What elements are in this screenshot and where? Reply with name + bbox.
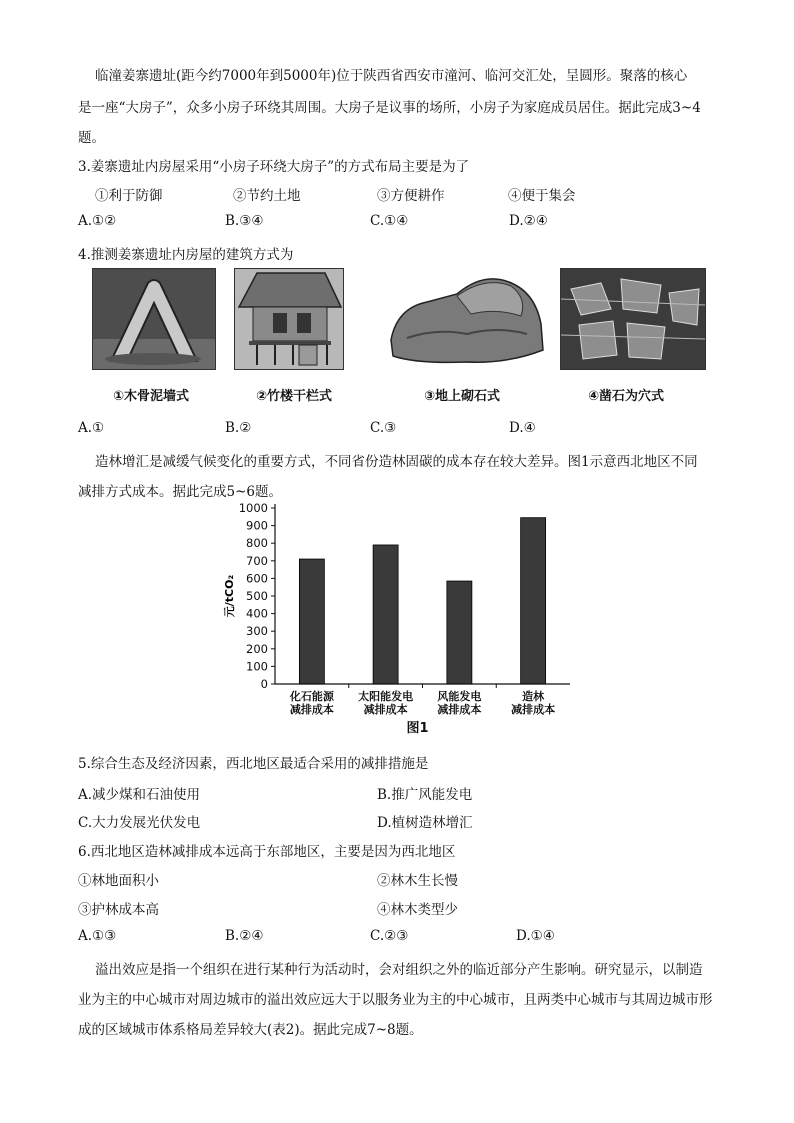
y-tick-label: 200 [246, 641, 268, 656]
y-tick-label: 800 [246, 536, 268, 551]
q5-option-b: B.推广风能发电 [377, 787, 473, 803]
x-tick-label: 太阳能发电 [358, 690, 414, 703]
q3-stem: 3.姜寨遗址内房屋采用“小房子环绕大房子”的方式布局主要是为了 [78, 159, 470, 175]
x-tick-label: 减排成本 [289, 703, 334, 716]
passage-1-line-3: 题。 [78, 130, 105, 146]
caption-3: ③地上砌石式 [424, 389, 501, 404]
photo-stone-house [387, 268, 547, 368]
y-tick-label: 600 [246, 571, 268, 586]
q6-option-c: C.②③ [370, 928, 409, 944]
photo-wood-mud-wall-house [92, 268, 216, 370]
q6-option-d: D.①④ [516, 928, 555, 944]
q6-option-b: B.②④ [225, 928, 264, 944]
q6-item-1: ①林地面积小 [78, 873, 159, 889]
q3-item-2: ②节约土地 [233, 188, 301, 204]
q5-option-d: D.植树造林增汇 [377, 815, 473, 831]
q4-option-b: B.② [225, 420, 252, 436]
q5-stem: 5.综合生态及经济因素，西北地区最适合采用的减排措施是 [78, 756, 429, 772]
q5-option-a: A.减少煤和石油使用 [78, 787, 201, 803]
q4-option-c: C.③ [370, 420, 397, 436]
x-tick-label: 造林 [522, 690, 545, 703]
passage-1-line-2: 是一座“大房子”，众多小房子环绕其周围。大房子是议事的场所，小房子为家庭成员居住。据此完成3~4 [78, 100, 701, 116]
caption-1: ①木骨泥墙式 [113, 389, 190, 404]
y-tick-label: 1000 [238, 501, 268, 515]
q3-item-4: ④便于集会 [508, 188, 576, 204]
x-tick-label: 化石能源 [289, 690, 334, 703]
q3-option-c: C.①④ [370, 213, 409, 229]
passage-1-line-1: 临潼姜寨遗址(距今约7000年到5000年)位于陕西省西安市潼河、临河交汇处，呈圆形。聚落的核心 [95, 68, 688, 84]
q5-option-c: C.大力发展光伏发电 [78, 815, 201, 831]
passage-2-line-1: 造林增汇是减缓气候变化的重要方式，不同省份造林固碳的成本存在较大差异。图1示意西北地区不同 [95, 454, 698, 470]
q3-option-d: D.②④ [509, 213, 548, 229]
q6-item-2: ②林木生长慢 [377, 873, 458, 889]
y-tick-label: 100 [246, 659, 268, 674]
y-tick-label: 500 [246, 589, 268, 603]
bar-3 [447, 581, 472, 684]
caption-4: ④凿石为穴式 [588, 389, 665, 404]
q4-option-d: D.④ [509, 420, 536, 436]
q4-stem: 4.推测姜寨遗址内房屋的建筑方式为 [78, 247, 294, 263]
x-tick-label: 减排成本 [511, 703, 556, 716]
q3-item-3: ③方便耕作 [377, 188, 445, 204]
figure-caption: 图1 [406, 721, 429, 736]
bar-1 [299, 559, 324, 684]
y-axis-label: 元/tCO₂ [223, 574, 236, 618]
q3-item-1: ①利于防御 [95, 188, 163, 204]
photo-bamboo-stilt-house [234, 268, 344, 370]
q6-item-3: ③护林成本高 [78, 902, 159, 918]
passage-2-line-2: 减排方式成本。据此完成5~6题。 [78, 484, 282, 500]
y-tick-label: 700 [246, 553, 268, 568]
figure-1-bar-chart [215, 498, 585, 738]
passage-3-line-1: 溢出效应是指一个组织在进行某种行为活动时，会对组织之外的临近部分产生影响。研究显示，以制造 [95, 962, 703, 978]
passage-3-line-2: 业为主的中心城市对周边城市的溢出效应远大于以服务业为主的中心城市，且两类中心城市与其周边城市形 [78, 992, 713, 1008]
caption-2: ②竹楼干栏式 [256, 389, 333, 404]
photo-cave-dwelling [560, 268, 706, 370]
bar-4 [521, 518, 546, 684]
x-tick-label: 减排成本 [363, 703, 408, 716]
y-tick-label: 0 [260, 677, 268, 691]
y-tick-label: 300 [246, 624, 268, 639]
passage-3-line-3: 成的区域城市体系格局差异较大(表2)。据此完成7~8题。 [78, 1022, 423, 1038]
q6-item-4: ④林木类型少 [377, 902, 458, 918]
q3-option-b: B.③④ [225, 213, 264, 229]
x-tick-label: 减排成本 [437, 703, 482, 716]
q3-option-a: A.①② [78, 213, 117, 229]
x-tick-label: 风能发电 [437, 690, 482, 703]
bar-2 [373, 545, 398, 684]
q4-option-a: A.① [78, 420, 105, 436]
y-tick-label: 900 [246, 518, 268, 533]
q6-stem: 6.西北地区造林减排成本远高于东部地区，主要是因为西北地区 [78, 844, 456, 860]
q6-option-a: A.①③ [78, 928, 117, 944]
y-tick-label: 400 [246, 606, 268, 621]
